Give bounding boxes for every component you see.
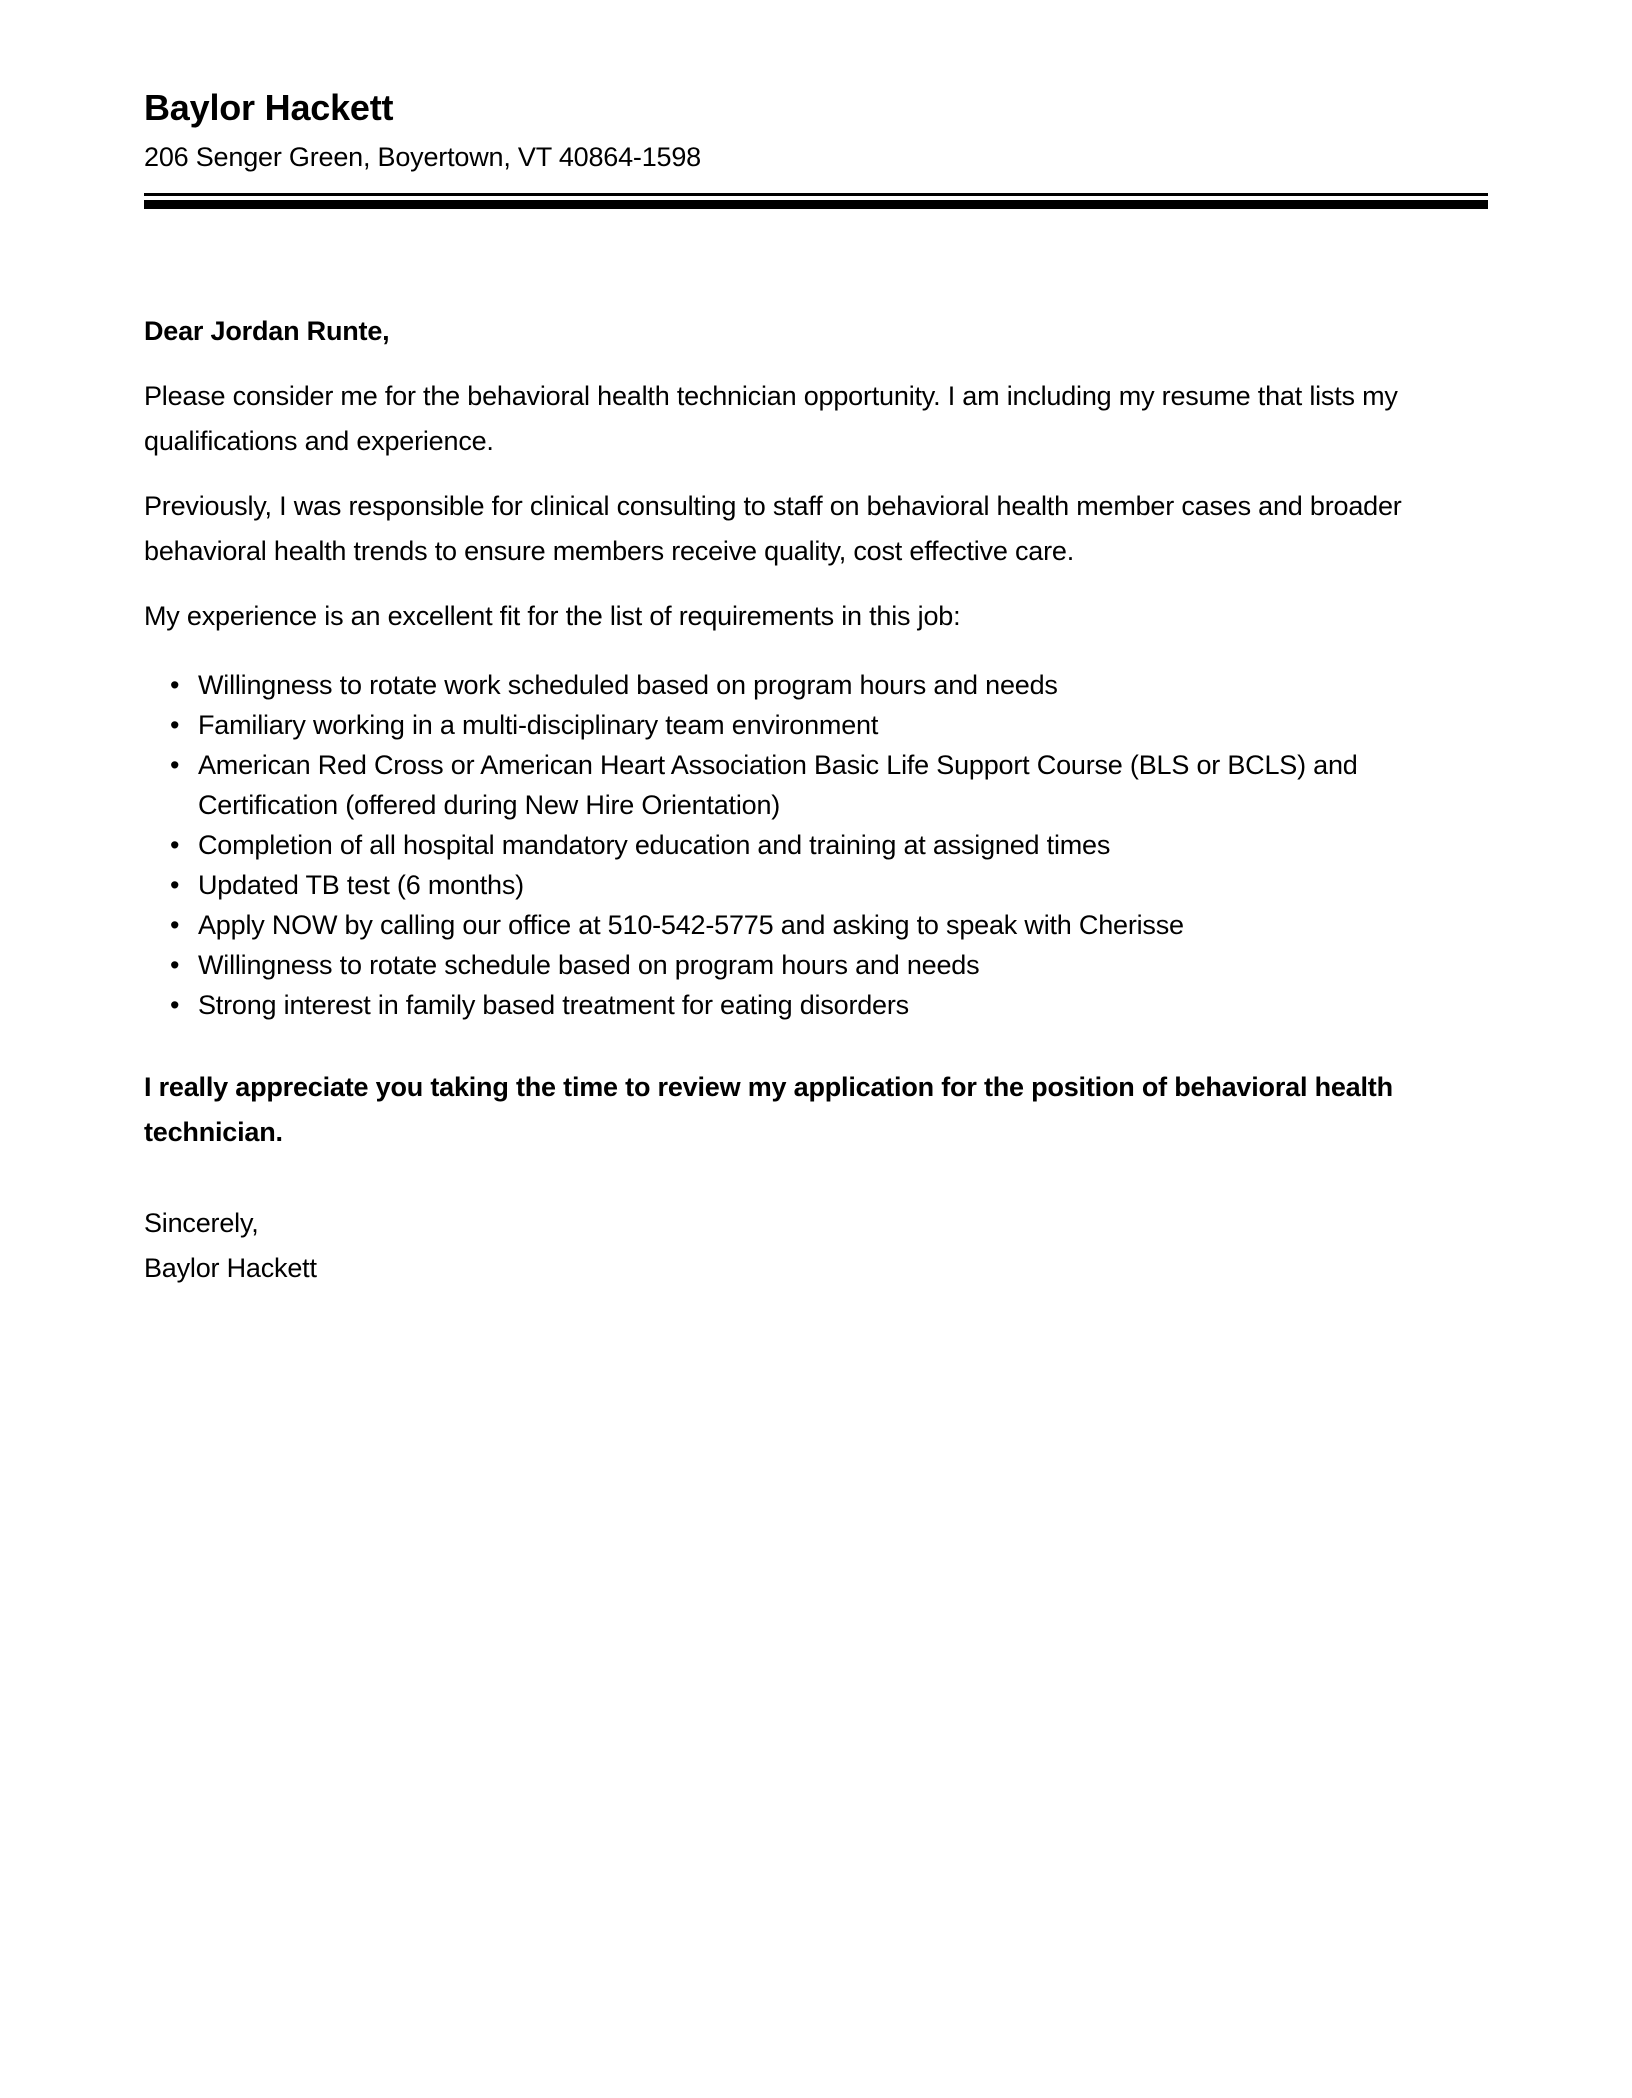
bullet-icon: • bbox=[170, 949, 180, 980]
requirement-text: Apply NOW by calling our office at 510-542-5775 and asking to speak with Cherisse bbox=[198, 909, 1184, 940]
divider-thick-line bbox=[144, 200, 1488, 209]
bullet-icon: • bbox=[170, 709, 180, 740]
bullet-icon: • bbox=[170, 749, 180, 780]
bullet-icon: • bbox=[170, 669, 180, 700]
requirement-item bbox=[170, 745, 1488, 825]
sender-name: Baylor Hackett bbox=[144, 87, 394, 128]
requirement-item bbox=[170, 705, 1488, 745]
letter-header bbox=[144, 86, 1488, 177]
paragraph-intro: Please consider me for the behavioral health technician opportunity. I am including my resume that lists my qualifications and experience. bbox=[144, 380, 1398, 456]
signoff: Sincerely, bbox=[144, 1207, 259, 1238]
bullet-icon: • bbox=[170, 909, 180, 940]
bullet-icon: • bbox=[170, 869, 180, 900]
salutation: Dear Jordan Runte, bbox=[144, 315, 390, 346]
requirements-list bbox=[144, 665, 1488, 1025]
requirement-item bbox=[170, 865, 1488, 905]
requirement-item bbox=[170, 905, 1488, 945]
requirement-text: American Red Cross or American Heart Association Basic Life Support Course (BLS or BCLS) and Certification (offered during New Hire Orientation) bbox=[198, 749, 1358, 820]
bullet-icon: • bbox=[170, 989, 180, 1020]
requirement-text: Willingness to rotate schedule based on program hours and needs bbox=[198, 949, 980, 980]
requirement-text: Strong interest in family based treatment for eating disorders bbox=[198, 989, 909, 1020]
requirement-text: Updated TB test (6 months) bbox=[198, 869, 524, 900]
letter-body bbox=[144, 309, 1488, 1291]
sender-address: 206 Senger Green, Boyertown, VT 40864-1598 bbox=[144, 142, 701, 173]
bullet-icon: • bbox=[170, 829, 180, 860]
requirement-item bbox=[170, 945, 1488, 985]
requirement-text: Willingness to rotate work scheduled based on program hours and needs bbox=[198, 669, 1058, 700]
signature-name: Baylor Hackett bbox=[144, 1252, 317, 1283]
requirement-text: Completion of all hospital mandatory education and training at assigned times bbox=[198, 829, 1111, 860]
closing-emphasis: I really appreciate you taking the time to review my application for the position of behavioral health technician. bbox=[144, 1071, 1393, 1147]
requirement-item bbox=[170, 665, 1488, 705]
header-divider bbox=[144, 193, 1488, 209]
paragraph-fit: My experience is an excellent fit for the list of requirements in this job: bbox=[144, 600, 961, 631]
requirement-item bbox=[170, 825, 1488, 865]
requirement-item bbox=[170, 985, 1488, 1025]
requirement-text: Familiary working in a multi-disciplinary team environment bbox=[198, 709, 879, 740]
paragraph-experience: Previously, I was responsible for clinical consulting to staff on behavioral health member cases and broader behavioral health trends to ensure members receive quality, cost effective care. bbox=[144, 490, 1402, 566]
